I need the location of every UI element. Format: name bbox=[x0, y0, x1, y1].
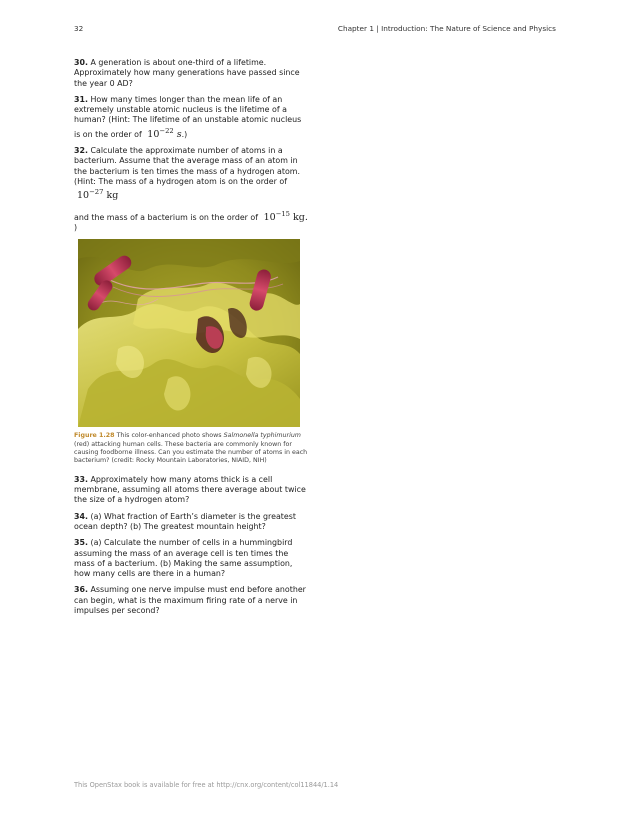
page-header bbox=[74, 24, 556, 36]
page-number: 32 bbox=[74, 24, 84, 33]
problem-number: 30. bbox=[74, 58, 88, 67]
problem-number: 33. bbox=[74, 474, 88, 484]
problem-number: 36. bbox=[74, 585, 88, 595]
problem-31 bbox=[74, 95, 309, 140]
chapter-title: Chapter 1 | Introduction: The Nature of Science and Physics bbox=[337, 24, 556, 33]
species-name: Salmonella typhimurium bbox=[223, 432, 301, 440]
problem-text: Assuming one nerve impulse must end before another can begin, what is the maximum firing rate of a nerve in impulses per second? bbox=[74, 585, 306, 616]
problem-text: (a) Calculate the number of cells in a hummingbird assuming the mass of an average cell is ten times the mass of a bacterium. (b) Making the same assumption, how many cells are there in a human? bbox=[74, 538, 293, 579]
figure-salmonella-photo bbox=[78, 239, 300, 427]
problem-text: A generation is about one-third of a lifetime. Approximately how many generations have passed since the year 0 AD? bbox=[74, 58, 300, 88]
problem-number: 35. bbox=[74, 538, 88, 548]
problem-32 bbox=[74, 146, 309, 233]
problem-text: Calculate the approximate number of atoms in a bacterium. Assume that the average mass of an atom in the bacterium is ten times the mass of a hydrogen atom. (Hint: The mass of a hydrogen atom is on the order of bbox=[74, 146, 301, 186]
math-expression: $10^{-27}$ kg bbox=[77, 188, 119, 202]
problem-text-tail: ) bbox=[74, 222, 78, 232]
problem-text: and the mass of a bacterium is on the order of bbox=[74, 212, 259, 222]
problem-35 bbox=[74, 538, 309, 579]
problem-33 bbox=[74, 475, 309, 506]
figure-caption: Figure 1.28 This color-enhanced photo shows Salmonella typhimurium (red) attacking human cells. These bacteria are commonly known for causing foodborne illness. Can you estimate the number of atoms in each bacterium? (credit: Rocky Mountain Laboratories, NIAID, NIH) bbox=[74, 432, 308, 465]
problems-column bbox=[74, 58, 309, 622]
problem-30 bbox=[74, 58, 309, 89]
problem-36 bbox=[74, 585, 309, 616]
problem-text: How many times longer than the mean life of an extremely unstable atomic nucleus is the lifetime of a human? (Hint: The lifetime of an unstable atomic nucleus is on the order of bbox=[74, 94, 302, 139]
math-expression: $10^{-22}$ s bbox=[147, 126, 182, 140]
problem-number: 32. bbox=[74, 146, 88, 156]
math-expression: $10^{-15}$ kg. bbox=[263, 209, 308, 223]
problem-34 bbox=[74, 512, 309, 533]
problem-text-tail: .) bbox=[181, 129, 188, 139]
problem-text: Approximately how many atoms thick is a cell membrane, assuming all atoms there average about twice the size of a hydrogen atom? bbox=[74, 474, 306, 505]
figure-label: Figure 1.28 bbox=[74, 432, 115, 440]
page-footer: This OpenStax book is available for free at http://cnx.org/content/col11844/1.14 bbox=[74, 781, 339, 789]
problem-number: 34. bbox=[74, 511, 88, 521]
problem-number: 31. bbox=[74, 94, 88, 104]
problem-text: (a) What fraction of Earth’s diameter is the greatest ocean depth? (b) The greatest mountain height? bbox=[74, 511, 296, 531]
micrograph-image bbox=[78, 239, 300, 427]
